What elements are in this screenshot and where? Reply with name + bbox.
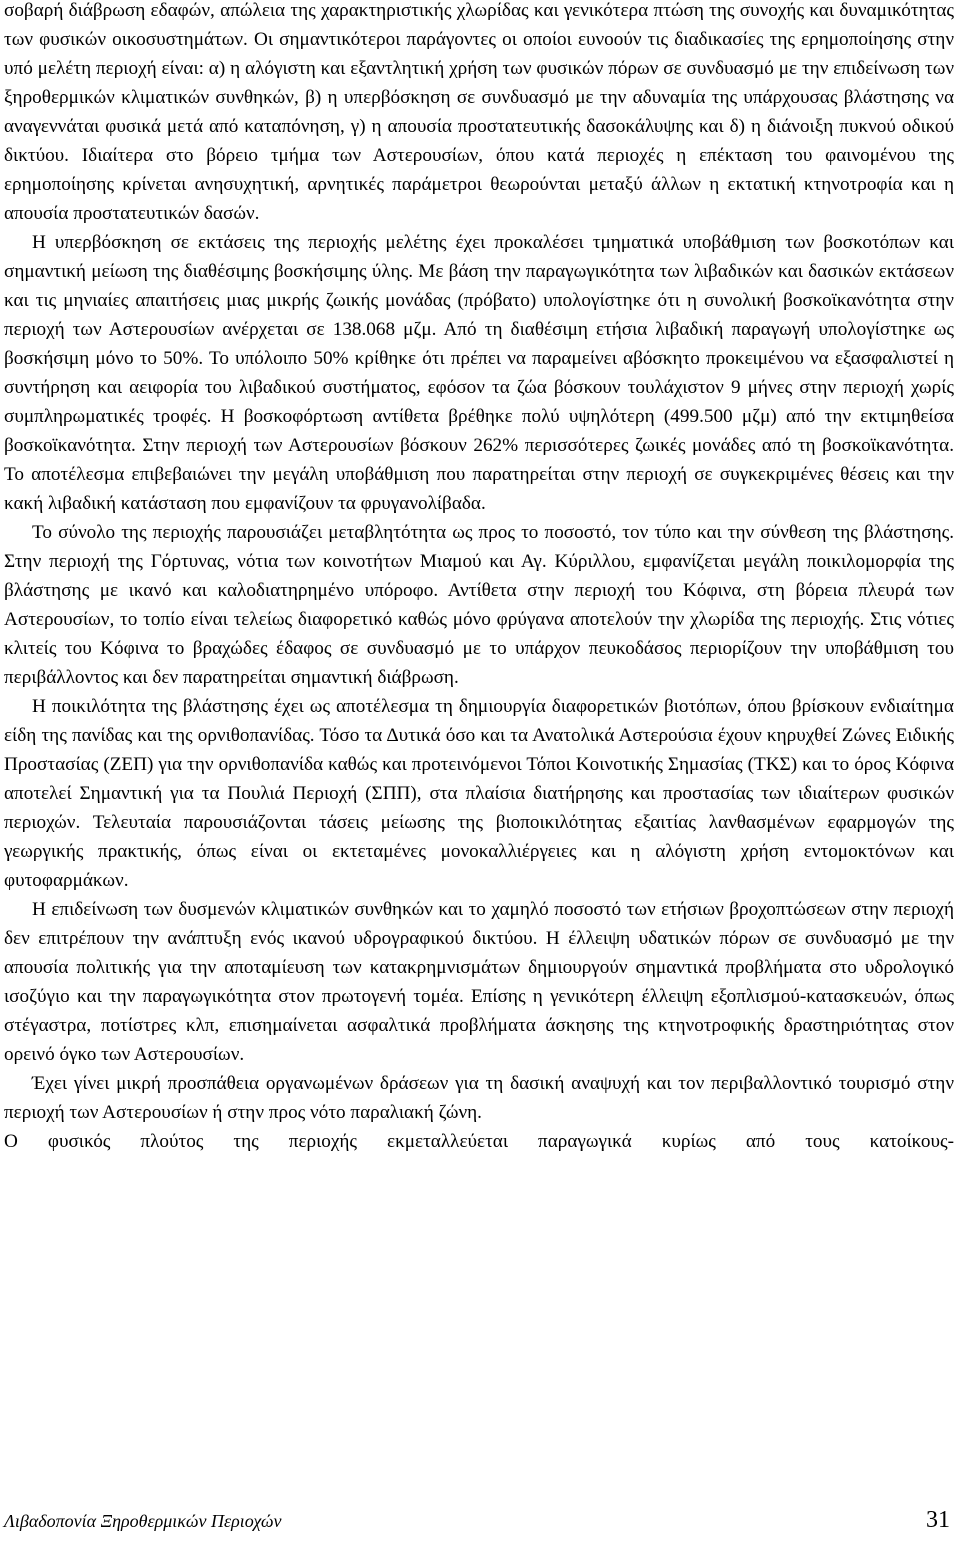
paragraph-desertification: σοβαρή διάβρωση εδαφών, απώλεια της χαρακτηριστικής χλωρίδας και γενικότερα πτώση της συνοχής και δυναμικότητας των φυσικών οικοσυστημάτων. Οι σημαντικότεροι παράγοντες οι οποίοι ευνοούν τις διαδικασίες της ερημοποίησης στην υπό μελέτη περιοχή είναι: α) η αλόγιστη και εξαντλητική χρήση των φυσικών πόρων σε συνδυασμό με την επιδείνωση των ξηροθερμικών κλιματικών συνθηκών, β) η υπερβόσκηση σε συνδυασμό με την αδυναμία της υπάρχουσας βλάστησης να αναγεννάται φυσικά μετά από καταπόνηση, γ) η απουσία προστατευτικής δασοκάλυψης και δ) η διάνοιξη πυκνού οδικού δικτύου. Ιδιαίτερα στο βόρειο τμήμα των Αστερουσίων, όπου κατά περιοχές η επέκταση του φαινομένου της ερημοποίησης κρίνεται ανησυχητική, αρνητικές παράμετροι θεωρούνται μεταξύ άλλων η εκτατική κτηνοτροφία και η απουσία προστατευτικών δασών. bbox=[4, 0, 954, 224]
paragraph-biodiversity: Η ποικιλότητα της βλάστησης έχει ως αποτέλεσμα τη δημιουργία διαφορετικών βιοτόπων, όπου βρίσκουν ενδιαίτημα είδη της πανίδας και της ορνιθοπανίδας. Τόσο τα Δυτικά όσο και τα Ανατολικά Αστερούσια έχουν κηρυχθεί Ζώνες Ειδικής Προστασίας (ΖΕΠ) για την ορνιθοπανίδα καθώς και προτεινόμενοι Τόποι Κοινοτικής Σημασίας (ΤΚΣ) και το όρος Κόφινα αποτελεί Σημαντική για τα Πουλιά Περιοχή (ΣΠΠ), στα πλαίσια διατήρησης και προστασίας των ιδιαίτερων φυσικών περιοχών. Τελευταία παρουσιάζονται τάσεις μείωσης της βιοποικιλότητας εξαιτίας λανθασμένων εφαρμογών της γεωργικής πρακτικής, όπως είναι οι εκτεταμένες μονοκαλλιέργειες και η αλόγιστη χρήση εντομοκτόνων και φυτοφαρμάκων. bbox=[4, 696, 954, 891]
paragraph-tourism: Έχει γίνει μικρή προσπάθεια οργανωμένων δράσεων για τη δασική αναψυχή και τον περιβαλλοντικό τουρισμό στην περιοχή των Αστερουσίων ή στην προς νότο παραλιακή ζώνη. bbox=[4, 1073, 954, 1123]
paragraph-water-resources: Η επιδείνωση των δυσμενών κλιματικών συνθηκών και το χαμηλό ποσοστό των ετήσιων βροχοπτώσεων στην περιοχή δεν επιτρέπουν την ανάπτυξη ενός ικανού υδρογραφικού δικτύου. Η έλλειψη υδατικών πόρων σε συνδυασμό με την απουσία πολιτικής για την αποταμίευση των κατακρημνισμάτων δημιουργούν σημαντικά προβλήματα στο υδρολογικό ισοζύγιο και την παραγωγικότητα στον πρωτογενή τομέα. Επίσης η γενικότερη έλλειψη εξοπλισμού-κατασκευών, όπως στέγαστρα, ποτίστρες κλπ, επισημαίνεται ασφαλτικά προβλήματα άσκησης της κτηνοτροφικής δραστηριότητας στον ορεινό όγκο των Αστερουσίων. bbox=[4, 899, 954, 1065]
body-text bbox=[4, 0, 954, 1156]
paragraph-natural-wealth: Ο φυσικός πλούτος της περιοχής εκμεταλλεύεται παραγωγικά κυρίως από τους κατοίκους- bbox=[4, 1131, 954, 1152]
paragraph-vegetation: Το σύνολο της περιοχής παρουσιάζει μεταβλητότητα ως προς το ποσοστό, τον τύπο και την σύνθεση της βλάστησης. Στην περιοχή της Γόρτυνας, νότια των κοινοτήτων Μιαμού και Αγ. Κύριλλου, εμφανίζεται μεγάλη ποικιλομορφία της βλάστησης με ικανό και καλοδιατηρημένο υπόροφο. Αντίθετα στην περιοχή του Κόφινα, στη βόρεια πλευρά των Αστερουσίων, το τοπίο είναι τελείως διαφορετικό καθώς μόνο φρύγανα αποτελούν την χλωρίδα της περιοχής. Στις νότιες κλιτείς του Κόφινα το βραχώδες έδαφος σε συνδυασμό με το υπάρχον πευκοδάσος περιορίζουν την υποβάθμιση του περιβάλλοντος και δεν παρατηρείται σημαντική διάβρωση. bbox=[4, 522, 954, 688]
page-number: 31 bbox=[926, 1507, 950, 1533]
paragraph-overgrazing: Η υπερβόσκηση σε εκτάσεις της περιοχής μελέτης έχει προκαλέσει τμηματικά υποβάθμιση των βοσκοτόπων και σημαντική μείωση της διαθέσιμης βοσκήσιμης ύλης. Με βάση την παραγωγικότητα των λιβαδικών και δασικών εκτάσεων και τις μηνιαίες απαιτήσεις μιας μικρής ζωικής μονάδας (πρόβατο) υπολογίστηκε ότι η συνολική βοσκοϊκανότητα στην περιοχή των Αστερουσίων ανέρχεται σε 138.068 μζμ. Από τη διαθέσιμη ετήσια λιβαδική παραγωγή υπολογίστηκε ως βοσκήσιμη μόνο το 50%. Το υπόλοιπο 50% κρίθηκε ότι πρέπει να παραμείνει αβόσκητο προκειμένου να εξασφαλιστεί η συντήρηση και αειφορία του λιβαδικού συστήματος, εφόσον τα ζώα βόσκουν τουλάχιστον 9 μήνες στην περιοχή χωρίς συμπληρωματικές τροφές. Η βοσκοφόρτωση αντίθετα βρέθηκε πολύ υψηλότερη (499.500 μζμ) από την εκτιμηθείσα βοσκοϊκανότητα. Στην περιοχή των Αστερουσίων βόσκουν 262% περισσότερες ζωικές μονάδες από τη βοσκοϊκανότητα. Το αποτέλεσμα επιβεβαιώνει την μεγάλη υποβάθμιση που παρατηρείται στην περιοχή σε συγκεκριμένες θέσεις και την κακή λιβαδική κατάσταση που εμφανίζουν τα φρυγανολίβαδα. bbox=[4, 232, 954, 514]
footer-title: Λιβαδοπονία Ξηροθερμικών Περιοχών bbox=[4, 1511, 282, 1531]
document-page bbox=[4, 0, 954, 1541]
